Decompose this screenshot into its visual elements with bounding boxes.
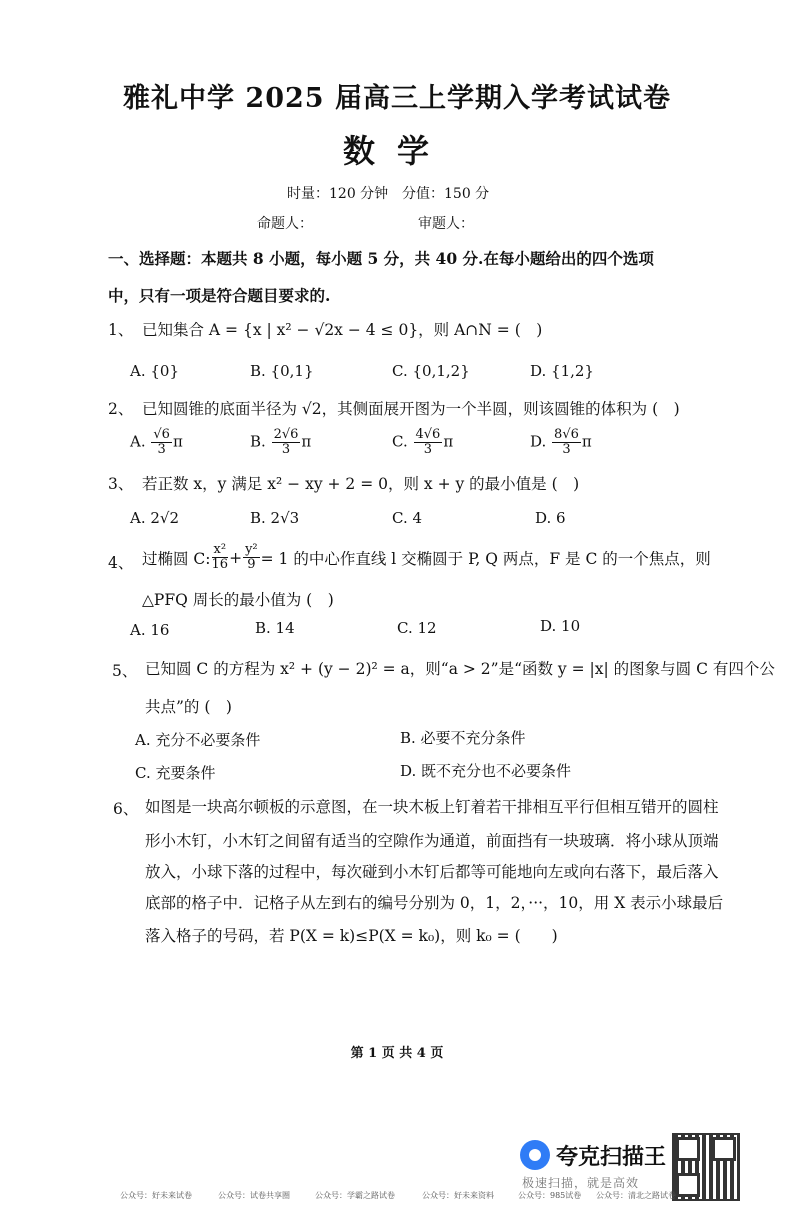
option-a: A. 16: [130, 621, 170, 639]
option-d: D. {1,2}: [530, 362, 594, 380]
subject-title: 数学: [342, 132, 451, 170]
watermark: 公众号：学霸之路试卷: [315, 1191, 395, 1200]
option-c: C. $\frac{4√6}{3}$ π: [392, 427, 454, 457]
question-number: 4、: [108, 554, 134, 572]
watermark: 公众号：试卷共享圈: [218, 1191, 290, 1200]
option-a: A. {0}: [130, 362, 179, 380]
option-c: C. 12: [397, 619, 437, 637]
scanner-logo-icon: [520, 1140, 550, 1170]
question-text-continued: 共点”的 ( ): [145, 698, 232, 716]
question-text-continued: △PFQ 周长的最小值为 ( ): [142, 591, 334, 609]
option-d: D. $\frac{8√6}{3}$ π: [530, 427, 592, 457]
ellipse-fraction-x: $\frac{\text{x²}}{16}$: [211, 542, 229, 572]
watermark: 公众号：好未来资料: [422, 1191, 494, 1200]
question-text: 已知集合 A = {x | x² − √2x − 4 ≤ 0}，则 A∩N = ( ): [142, 321, 543, 339]
question-line: 如图是一块高尔顿板的示意图，在一块木板上钉着若干排相互平行但相互错开的圆柱: [145, 798, 719, 816]
option-d: D. 10: [540, 617, 581, 635]
question-text: 已知圆锥的底面半径为 √2，其侧面展开图为一个半圆，则该圆锥的体积为 ( ): [142, 400, 680, 418]
scanner-slogan: 极速扫描，就是高效: [522, 1176, 640, 1190]
option-c: C. 4: [392, 509, 423, 527]
option-fraction: $\frac{8√6}{3}$: [554, 427, 579, 457]
page-number: 第 1 页 共 4 页: [350, 1046, 444, 1061]
option-b: B. 必要不充分条件: [400, 729, 526, 747]
scanner-brand: 夸克扫描王: [556, 1145, 667, 1170]
option-fraction: $\frac{2√6}{3}$: [273, 427, 299, 457]
qr-code-icon: [672, 1133, 740, 1201]
question-number: 3、: [108, 475, 134, 493]
question-number: 6、: [113, 800, 139, 818]
section-heading-line1: 一、选择题：本题共 8 小题，每小题 5 分，共 40 分.在每小题给出的四个选项: [108, 249, 654, 268]
option-fraction: $\frac{4√6}{3}$: [415, 427, 441, 457]
watermark: 公众号：985试卷: [518, 1191, 582, 1200]
option-a: A. $\frac{√6}{3}$ π: [130, 427, 183, 457]
question-line: 落入格子的号码，若 P(X = k)≤P(X = k₀)，则 k₀ = ( ): [145, 927, 558, 945]
exam-title: 雅礼中学 2025 届高三上学期入学考试试卷: [123, 83, 671, 114]
question-number: 2、: [108, 400, 134, 418]
exam-time: 时量：120 分钟: [287, 186, 389, 202]
option-a: A. 2√2: [130, 509, 180, 527]
ellipse-fraction-y: $\frac{\text{y²}}{9}$: [245, 542, 258, 572]
question-line: 形小木钉，小木钉之间留有适当的空隙作为通道，前面挡有一块玻璃．将小球从顶端: [145, 832, 719, 850]
question-text: 已知圆 C 的方程为 x² + (y − 2)² = a，则“a > 2”是“函数 y = |x| 的图象与圆 C 有四个公: [145, 660, 775, 678]
exam-author: 命题人：: [257, 216, 313, 232]
watermark: 公众号：清北之路试卷: [596, 1191, 676, 1200]
option-fraction: $\frac{√6}{3}$: [153, 427, 170, 457]
option-b: B. {0,1}: [250, 362, 314, 380]
option-c: C. {0,1,2}: [392, 362, 470, 380]
question-text: 若正数 x，y 满足 x² − xy + 2 = 0，则 x + y 的最小值是 ( ): [142, 475, 580, 493]
question-number: 5、: [112, 662, 138, 680]
option-b: B. 2√3: [250, 509, 300, 527]
exam-reviewer: 审题人：: [418, 216, 474, 232]
question-text: 过椭圆 C: $\frac{\text{x²}}{16}$ + $\frac{\text{y²}}{9}$ = 1 的中心作直线 l 交椭圆于 P, Q 两点，F 是 C 的一个焦点，则: [142, 542, 711, 572]
option-b: B. 14: [255, 619, 295, 637]
option-d: D. 既不充分也不必要条件: [400, 762, 572, 780]
section-heading-line2: 中，只有一项是符合题目要求的.: [108, 286, 331, 305]
question-line: 底部的格子中．记格子从左到右的编号分别为 0，1，2，···，10，用 X 表示小球最后: [145, 894, 724, 912]
watermark: 公众号：好未来试卷: [120, 1191, 192, 1200]
option-d: D. 6: [535, 509, 566, 527]
option-b: B. $\frac{2√6}{3}$ π: [250, 427, 312, 457]
option-c: C. 充要条件: [135, 764, 216, 782]
exam-score: 分值：150 分: [402, 186, 490, 202]
question-number: 1、: [108, 321, 134, 339]
question-line: 放入，小球下落的过程中，每次碰到小木钉后都等可能地向左或向右落下，最后落入: [145, 863, 719, 881]
option-a: A. 充分不必要条件: [135, 731, 261, 749]
